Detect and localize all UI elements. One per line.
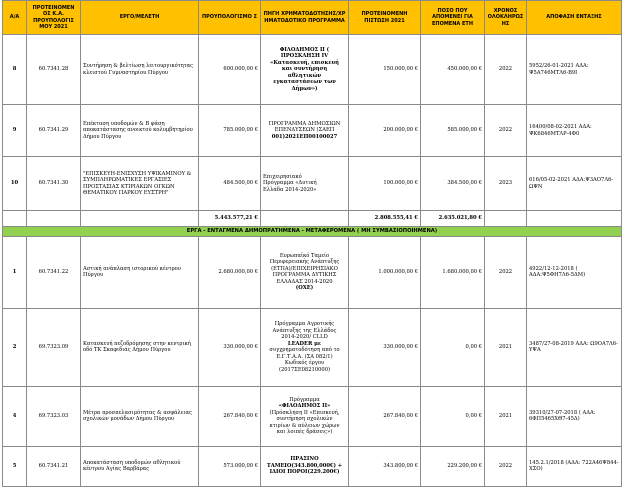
budget-amount: 330.000,00 € — [199, 308, 261, 386]
funding-program — [261, 105, 349, 157]
empty-cell — [3, 211, 27, 227]
funding-line: ΦΙΛΟΔΗΜΟΣ ΙΙ ( — [279, 46, 330, 53]
total-budget: 5.443.577,21 € — [199, 211, 261, 227]
budget-amount: 573.000,00 € — [199, 446, 261, 486]
funding-program — [261, 236, 349, 308]
project-title: Επέκταση υποδομών & Β φάση αποκατάστασης ανοικτού κολυμβητηρίου Δήμου Πύργου — [81, 105, 199, 157]
inclusion-decision: 616/05-02-2021 ΑΔΑ:Ψ3ΑΟ7Λ6-ΩΨΝ — [527, 157, 622, 211]
funding-line: ΠΡΟΓΡΑΜΜΑ ΔΥΤΙΚΗΣ — [272, 272, 337, 278]
header-program: ΠΗΓΗ ΧΡΗΜΑΤΟΔΟΤΗΣΗΣ/ΧΡ ΗΜΑΤΟΔΟΤΙΚΟ ΠΡΟΓΡΑΜΜΑ — [261, 1, 349, 35]
header-year: ΧΡΟΝΟΣ ΟΛΟΚΛΗΡΩΣ ΗΣ — [485, 1, 527, 35]
funding-line: LEADER με — [287, 340, 322, 347]
funding-line: και λοιπές δράσεις») — [276, 429, 333, 435]
header-budget: ΠΡΟΥΠΟΛΟΓΙΣΜΟ Σ — [199, 1, 261, 35]
funding-line: αθλητικών — [287, 72, 322, 79]
header-decision: ΑΠΟΦΑΣΗ ΕΝΤΑΞΗΣ — [527, 1, 622, 35]
remaining-amount: 1.680.000,00 € — [421, 236, 485, 308]
funding-line: και συντήρηση — [281, 66, 328, 73]
budget-amount: 600.000,00 € — [199, 35, 261, 105]
budget-code: 60.7341.28 — [27, 35, 81, 105]
funding-line: Πρόγραμμα Αγροτικής — [274, 321, 335, 327]
funding-line: συντήρηση σχολικών — [276, 416, 333, 422]
budget-code: 60.7341.29 — [27, 105, 81, 157]
budget-code: 69.7323.03 — [27, 386, 81, 446]
funding-line: Πρόγραμμα «Δυτική — [263, 180, 317, 187]
table-row — [3, 236, 622, 308]
header-remaining: ΠΟΣΟ ΠΟΥ ΑΠΟΜΕΝΕΙ ΓΙΑ ΕΠΟΜΕΝΑ ΕΤΗ — [421, 1, 485, 35]
section-row — [3, 227, 622, 237]
total-credit-2021: 2.808.555,41 € — [349, 211, 421, 227]
table-row — [3, 446, 622, 486]
funding-line: ΠΡΟΓΡΑΜΜΑ ΔΗΜΟΣΙΩΝ — [268, 120, 341, 127]
section-title: ΕΡΓΑ - ΕΝΤΑΓΜΕΝΑ ΔΗΜΟΠΡΑΤΗΜΕΝΑ - ΜΕΤΑΦΕΡΟΜΕΝΑ ( ΜΗ ΣΥΜΒΑΣΙΟΠΟΙΗΜΕΝΑ) — [3, 227, 622, 237]
row-number: 2 — [3, 308, 27, 386]
table-row — [3, 308, 622, 386]
budget-amount: 484.500,00 € — [199, 157, 261, 211]
total-remaining: 2.635.021,80 € — [421, 211, 485, 227]
credit-2021: 150.000,00 € — [349, 35, 421, 105]
funding-line: Επιχειρησιακό — [263, 173, 302, 180]
bottom-rows — [3, 236, 622, 486]
completion-year: 2022 — [485, 105, 527, 157]
funding-line: Πρόγραμμα — [289, 396, 320, 403]
budget-code: 60.7341.30 — [27, 157, 81, 211]
funding-line: (2017ΣΕ08210000) — [278, 366, 331, 373]
budget-code: 60.7341.22 — [27, 236, 81, 308]
header-credit-2021: ΠΡΟΤΕΙΝΟΜΕΝΗ ΠΙΣΤΩΣΗ 2021 — [349, 1, 421, 35]
funding-line: ΤΑΜΕΙΟ(343.800,000€) + — [266, 462, 343, 469]
table-row — [3, 105, 622, 157]
funding-line: Ευρωπαϊκό Ταμείο — [279, 252, 330, 259]
remaining-amount: 0,00 € — [421, 386, 485, 446]
header-title: ΕΡΓΟ/ΜΕΛΕΤΗ — [81, 1, 199, 35]
budget-code: 60.7341.21 — [27, 446, 81, 486]
row-number: 5 — [3, 446, 27, 486]
inclusion-decision: 39310/27-07-2018 ( ΑΔΑ: 6ΦΠ5465ΧΘ7-45Δ) — [527, 386, 622, 446]
funding-line: ΕΠΕΝΔΥΣΕΩΝ (ΣΑΕΠ — [274, 127, 335, 134]
inclusion-decision: 3487/27-08-2019 ΑΔΑ: Ω9ΟΑ7Λ6-ΥΨΑ — [527, 308, 622, 386]
project-title: Κατασκευή πεζοδρόμησης στην κεντρική οδό ΤΚ Σκαφιδιάς Δήμου Πύργου — [81, 308, 199, 386]
funding-line: Ανάπτυξης της Ελλάδος — [272, 327, 337, 334]
budget-amount: 2.680.000,00 € — [199, 236, 261, 308]
funding-line: Ελλάδα 2014-2020» — [263, 186, 317, 193]
funding-line: ΠΡΟΣΚΛΗΣΗ IV — [280, 53, 329, 60]
funding-line: «Κατασκευή, επισκευή — [270, 59, 339, 66]
row-number: 9 — [3, 105, 27, 157]
funding-program — [261, 446, 349, 486]
inclusion-decision: 145.2.1/2018 (ΑΔΑ: 722Α46Ψ844-ΧΣΟ) — [527, 446, 622, 486]
credit-2021: 1.000.000,00 € — [349, 236, 421, 308]
remaining-amount: 450.000,00 € — [421, 35, 485, 105]
funding-line: (ΟΧΕ) — [295, 285, 314, 291]
inclusion-decision: 16400/08-02-2021 ΑΔΑ: ΨΚ6846ΜΤΛΡ-4Φ0 — [527, 105, 622, 157]
remaining-amount: 384.500,00 € — [421, 157, 485, 211]
top-rows — [3, 35, 622, 237]
budget-code: 69.7323.09 — [27, 308, 81, 386]
header-code: ΠΡΟΤΕΙΝΟΜΕΝ ΟΣ Κ.Α. ΠΡΟΥΠΟΛΟΓΙΣ ΜΟΥ 2021 — [27, 1, 81, 35]
empty-cell — [27, 211, 81, 227]
remaining-amount: 0,00 € — [421, 308, 485, 386]
inclusion-decision: 4922/12-12-2018 ( ΑΔΑ:Ψ5ΦΗ7Λ6-5ΔΜ) — [527, 236, 622, 308]
empty-cell — [485, 211, 527, 227]
table-row — [3, 35, 622, 105]
completion-year: 2022 — [485, 236, 527, 308]
completion-year: 2021 — [485, 308, 527, 386]
funding-line: κτιρίων & αύλειων χώρων — [269, 422, 340, 429]
row-number: 1 — [3, 236, 27, 308]
funding-program — [261, 35, 349, 105]
row-number: 4 — [3, 386, 27, 446]
funding-line: ΙΔΙΟΙ ΠΟΡΟΙ(229.200€) — [269, 469, 340, 476]
funding-line: 001)2021ΕΠ00100027 — [271, 133, 338, 140]
funding-program — [261, 157, 349, 211]
completion-year: 2022 — [485, 35, 527, 105]
budget-amount: 267.840,00 € — [199, 386, 261, 446]
funding-line: εγκαταστάσεων των — [273, 79, 336, 86]
empty-cell — [527, 211, 622, 227]
credit-2021: 343.800,00 € — [349, 446, 421, 486]
empty-cell — [261, 211, 349, 227]
credit-2021: 267.840,00 € — [349, 386, 421, 446]
empty-cell — [81, 211, 199, 227]
project-title: Αποκατάσταση υποδομών αθλητικού κέντρου Αγίας Βαρβάρας — [81, 446, 199, 486]
completion-year: 2021 — [485, 386, 527, 446]
row-number: 10 — [3, 157, 27, 211]
funding-line: (ΕΤΠΑ)/ΕΠΙΧΕΙΡΗΣΙΑΚΟ — [271, 265, 338, 272]
funding-line: Κωδικός έργου — [284, 360, 325, 366]
header-row — [3, 1, 622, 35]
project-title: Αστική ανάπλαση ιστορικού κέντρου Πύργου — [81, 236, 199, 308]
project-title: Συντήρηση & βελτίωση λειτουργικότητας κλειστού Γυμναστηρίου Πύργου — [81, 35, 199, 105]
remaining-amount: 229.200,00 € — [421, 446, 485, 486]
funding-program — [261, 386, 349, 446]
remaining-amount: 585.000,00 € — [421, 105, 485, 157]
completion-year: 2023 — [485, 157, 527, 211]
inclusion-decision: 5952/26-01-2021 ΑΔΑ: Ψ5Α746ΜΤΛ6-Β9Ι — [527, 35, 622, 105]
row-number: 8 — [3, 35, 27, 105]
header-aa: Α/Α — [3, 1, 27, 35]
table-row — [3, 386, 622, 446]
funding-line: ΠΡΑΣΙΝΟ — [290, 456, 319, 463]
funding-line: Ε.Γ.Τ.Α.Α. (ΣΑ 082/1) — [276, 353, 333, 360]
funding-line: ΕΛΛΑΔΑΣ 2014-2020 — [276, 278, 333, 285]
totals-row — [3, 211, 622, 227]
funding-program — [261, 308, 349, 386]
credit-2021: 330.000,00 € — [349, 308, 421, 386]
funding-line: 2014-2020/ CLLD — [281, 334, 328, 340]
project-title: "ΕΠΙΣΚΕΥΗ-ΕΝΙΣΧΥΣΗ ΥΨΙΚΑΜΙΝΟΥ & ΣΥΜΠΛΗΡΩΜΑΤΙΚΕΣ ΕΡΓΑΣΙΕΣ ΠΡΟΣΤΑΣΙΑΣ ΚΤΙΡΙΑΚΩΝ ΟΓΚΩΝ ΘΕΜΑΤΙΚΟΥ ΠΑΡΚΟΥ ΕΥΣΤΡΗ" — [81, 157, 199, 211]
funding-line: συγχρηματοδότηση από το — [269, 347, 340, 353]
table-header — [3, 1, 622, 35]
projects-table — [2, 0, 622, 487]
funding-line: Δήμων») — [291, 85, 318, 92]
project-title: Μέτρα προσπελασιμότητας & ασφάλειας σχολικών μονάδων Δήμου Πύργου — [81, 386, 199, 446]
funding-line: «ΦΙΛΟΔΗΜΟΣ ΙΙ» — [278, 403, 331, 409]
funding-line: Περιφερειακής Ανάπτυξης — [269, 259, 340, 265]
budget-amount: 785.000,00 € — [199, 105, 261, 157]
credit-2021: 200.000,00 € — [349, 105, 421, 157]
credit-2021: 100.000,00 € — [349, 157, 421, 211]
funding-line: (Πρόσκληση ΙΙ «Επισκευή, — [269, 409, 340, 416]
completion-year: 2022 — [485, 446, 527, 486]
table-row — [3, 157, 622, 211]
